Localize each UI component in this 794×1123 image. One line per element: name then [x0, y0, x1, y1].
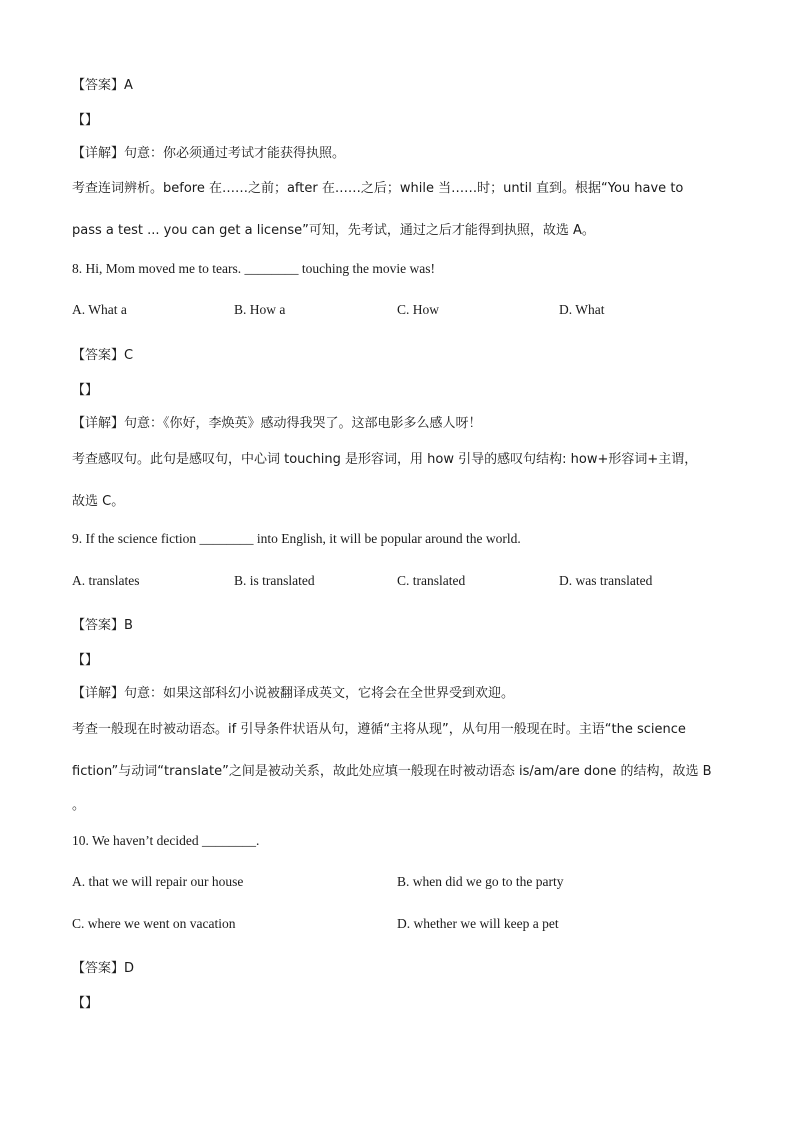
q8-analysis-line2: 故选 C。	[72, 494, 125, 509]
q8-answer: 【答案】C	[72, 348, 134, 363]
q10-option-c: C. where we went on vacation	[72, 916, 236, 931]
q7-detail: 【详解】句意：你必须通过考试才能获得执照。	[72, 146, 346, 161]
q7-analysis-line1: 考查连词辨析。before 在……之前；after 在……之后；while 当……时；until 直到。根据“You have to	[72, 181, 684, 196]
q10-answer: 【答案】D	[72, 961, 135, 976]
q8-option-c: C. How	[397, 302, 440, 317]
q9-option-c: C. translated	[397, 573, 466, 588]
q9-analysis-line2: fiction”与动词“translate”之间是被动关系，故此处应填一般现在时被动语态 is/am/are done 的结构，故选 B	[72, 764, 712, 779]
q9-analysis-line3: 。	[72, 798, 86, 813]
q10-option-b: B. when did we go to the party	[397, 874, 564, 889]
q10-stem: 10. We haven’t decided ________.	[72, 833, 260, 848]
q9-option-a: A. translates	[72, 573, 140, 588]
q9-bracket: 【】	[72, 653, 99, 668]
q7-bracket: 【】	[72, 113, 99, 128]
q8-detail: 【详解】句意：《你好，李焕英》感动得我哭了。这部电影多么感人呀！	[72, 416, 482, 431]
q8-option-d: D. What	[559, 302, 605, 317]
q9-analysis-line1: 考查一般现在时被动语态。if 引导条件状语从句，遵循“主将从现”，从句用一般现在时。主语“the science	[72, 722, 686, 737]
q10-option-a: A. that we will repair our house	[72, 874, 244, 889]
q9-stem: 9. If the science fiction ________ into English, it will be popular around the world.	[72, 531, 521, 546]
q7-answer: 【答案】A	[72, 78, 133, 93]
q8-option-b: B. How a	[234, 302, 286, 317]
q9-detail: 【详解】句意：如果这部科幻小说被翻译成英文，它将会在全世界受到欢迎。	[72, 686, 515, 701]
q8-option-a: A. What a	[72, 302, 127, 317]
q8-stem: 8. Hi, Mom moved me to tears. ________ touching the movie was!	[72, 261, 435, 276]
q10-bracket: 【】	[72, 996, 99, 1011]
q9-option-d: D. was translated	[559, 573, 653, 588]
q7-analysis-line2: pass a test ... you can get a license”可知，先考试，通过之后才能得到执照，故选 A。	[72, 223, 595, 238]
q9-answer: 【答案】B	[72, 618, 133, 633]
q8-analysis-line1: 考查感叹句。此句是感叹句，中心词 touching 是形容词，用 how 引导的感叹句结构: how+形容词+主谓，	[72, 452, 698, 467]
q8-bracket: 【】	[72, 383, 99, 398]
q10-option-d: D. whether we will keep a pet	[397, 916, 559, 931]
q9-option-b: B. is translated	[234, 573, 315, 588]
